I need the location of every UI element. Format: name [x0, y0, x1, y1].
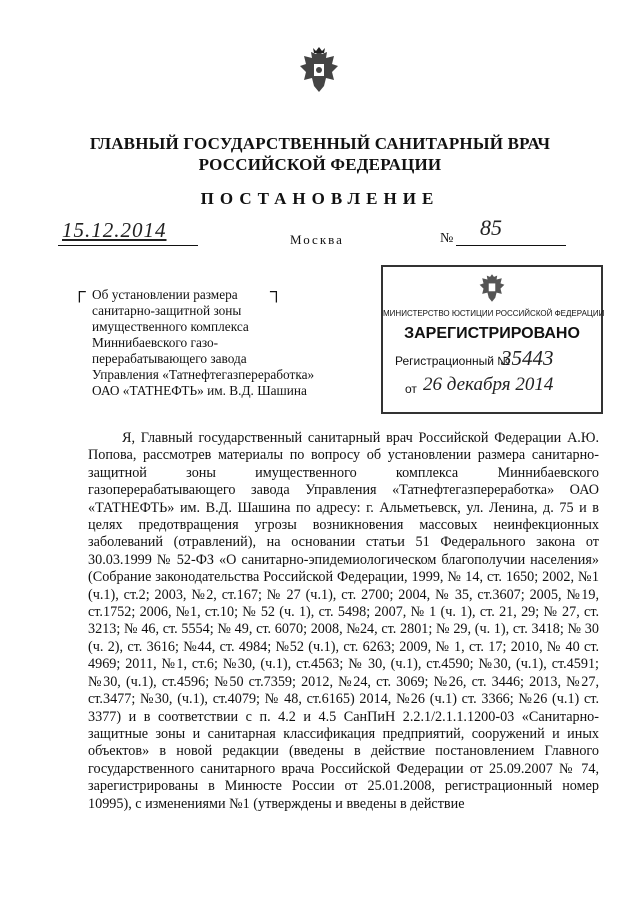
- subject-line: ОАО «ТАТНЕФТЬ» им. В.Д. Шашина: [92, 383, 307, 398]
- stamp-reg-number: 35443: [501, 346, 554, 370]
- coat-of-arms-icon: [477, 271, 507, 305]
- number-underline: [456, 245, 566, 246]
- subject-line: перерабатывающего завода: [92, 351, 247, 366]
- stamp-organization: МИНИСТЕРСТВО ЮСТИЦИИ РОССИЙСКОЙ ФЕДЕРАЦИИ: [383, 309, 605, 318]
- document-number: 85: [480, 215, 502, 240]
- document-date: 15.12.2014: [62, 218, 167, 242]
- document-type: ПОСТАНОВЛЕНИЕ: [200, 189, 440, 208]
- issuer-country: РОССИЙСКОЙ ФЕДЕРАЦИИ: [198, 155, 442, 174]
- subject-line: санитарно-защитной зоны: [92, 303, 242, 318]
- stamp-reg-date: 26 декабря 2014: [423, 374, 554, 395]
- document-city: Москва: [290, 232, 344, 247]
- subject-line: Управления «Татнефтегазпереработка»: [92, 367, 315, 382]
- stamp-from-label: от: [405, 382, 417, 396]
- subject-line: Об установлении размера: [92, 287, 238, 302]
- stamp-reg-label: Регистрационный №: [395, 354, 511, 368]
- coat-of-arms-icon: [296, 46, 342, 96]
- registration-stamp: [381, 265, 603, 414]
- body-paragraph: Я, Главный государственный санитарный врач Российской Федерации А.Ю. Попова, рассмотрев материалы по вопросу об установлении размера санитарно-защитной зоны имущественного комплекса Миннибаевского газоперерабатывающего завода Управления «Татнефтегазпереработка» ОАО «ТАТНЕФТЬ» им. В.Д. Шашина по адресу: г. Альметьевск, ул. Ленина, д. 75 и в целях предотвращения угрозы возникновения массовых неинфекционных заболеваний (отравлений), на основании статьи 51 Федерального закона от 30.03.1999 № 52-ФЗ «О санитарно-эпидемиологическом благополучии населения» (Собрание законодательства Российской Федерации, 1999, № 14, ст. 1650; 2002, №1 (ч.1), ст.2; 2003, №2, ст.167; № 27 (ч.1), ст. 2700; 2004, № 35, ст.3607; 2005, №19, ст.1752; 2006, №1, ст.10; № 52 (ч. 1), ст. 5498; 2007, № 1 (ч. 1), ст. 21, 29; № 27, ст. 3213; № 46, ст. 5554; № 49, ст. 6070; 2008, №24, ст. 2801; № 29, (ч. 1), ст. 3418; № 30 (ч. 2), ст. 3616; №44, ст. 4984; №52 (ч.1), ст. 6263; 2009, № 1, ст. 17; 2010, № 40 ст. 4969; 2011, №1, ст.6; №30, (ч.1), ст.4563; № 30, (ч.1), ст.4590; №30, (ч.1), ст.4591; №30, (ч.1), ст.4596; №50 ст.7359; 2012, №24, ст. 3069; №26, ст. 3446; 2013, №27, ст.3477; №30, (ч.1), ст.4079; № 48, ст.6165) 2014, №26 (ч.1) ст. 3366; №26 (ч.1) ст. 3377) и в соответствии с п. 4.2 и 4.5 СанПиН 2.2.1/2.1.1.1200-03 «Санитарно-защитные зоны и санитарная классификация предприятий, сооружений и иных объектов» в новой редакции (введены в действие постановлением Главного государственного санитарного врача Российской Федерации от 25.09.2007 № 74, зарегистрированы в Минюсте России от 25.01.2008, регистрационный номер 10995), с изменениями №1 (утверждены и введены в действие: [88, 430, 599, 812]
- subject-line: Миннибаевского газо-: [92, 335, 219, 350]
- stamp-status: ЗАРЕГИСТРИРОВАНО: [404, 325, 580, 342]
- body-text: [88, 430, 599, 813]
- bracket-left: ┌: [73, 281, 86, 301]
- date-underline: [58, 245, 198, 246]
- document-subject: [92, 287, 315, 399]
- bracket-right: ┐: [270, 281, 283, 301]
- issuer-title: ГЛАВНЫЙ ГОСУДАРСТВЕННЫЙ САНИТАРНЫЙ ВРАЧ: [89, 134, 551, 153]
- number-label: №: [440, 231, 454, 246]
- subject-line: имущественного комплекса: [92, 319, 249, 334]
